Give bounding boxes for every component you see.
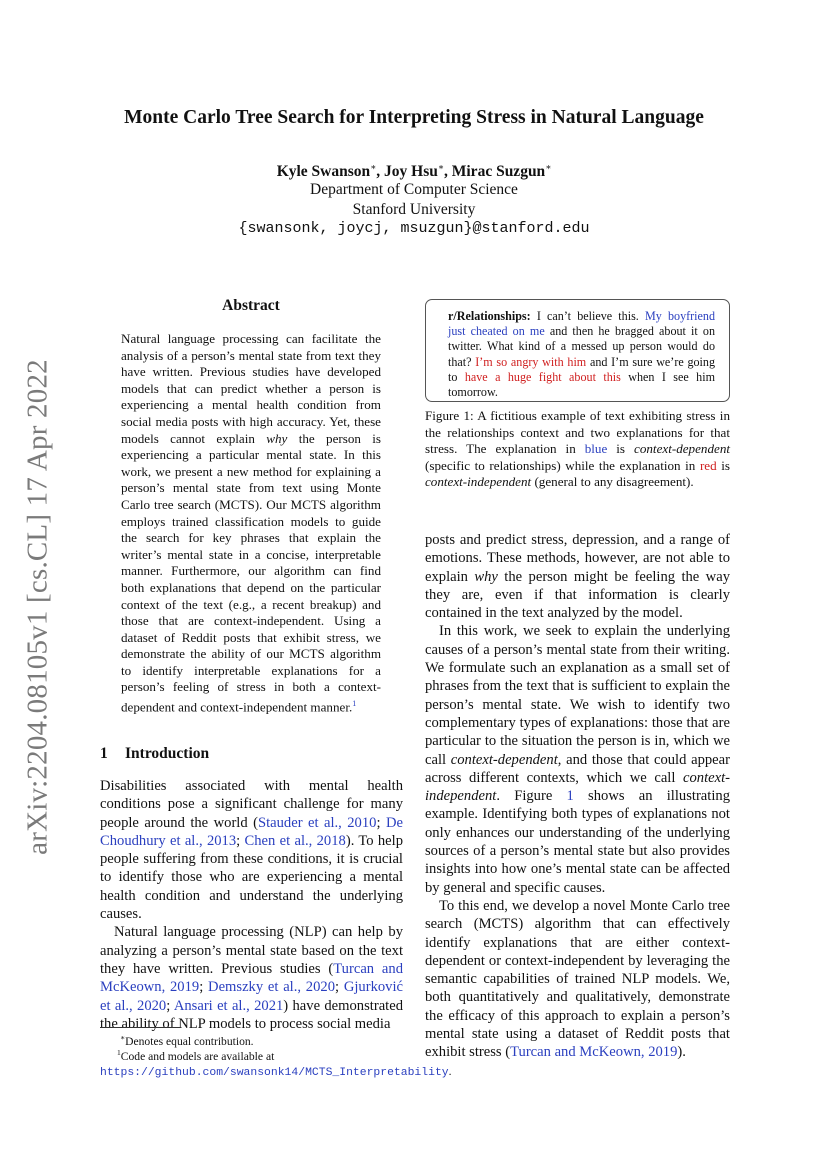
paragraph-text: shows an illustrating example. Identifying both types of explanations not only enhances our understanding of the underlying sources of a person’s mental state but also provides insights into how one’s mental state can be affected by general and specific causes. bbox=[425, 788, 730, 896]
paragraph bbox=[425, 531, 730, 622]
paragraph: Natural language processing (NLP) can help by analyzing a person’s mental state based on the text they have written. Previous studies (Turcan and McKeown, 2019; Demszky et al., 2020; Gjurković et al., 2020; Ansari et al., 2021) have demonstrated the ability of NLP models to process social media bbox=[100, 924, 404, 1032]
example-text: I can’t believe this. bbox=[530, 309, 645, 323]
paragraph: Disabilities associated with mental health conditions pose a significant challenge for many people around the world (Stauder et al., 2010; De Choudhury et al., 2013; Chen et al., 2018). To help people suffering from these conditions, it is crucial to identify those who are experiencing a mental health condition and understand the underlying causes. bbox=[100, 778, 404, 923]
equal-contribution-mark: ∗ bbox=[545, 162, 552, 172]
author-name: Joy Hsu bbox=[384, 163, 438, 181]
paragraph-emphasis: context-dependent bbox=[450, 751, 558, 768]
caption-text: is bbox=[716, 457, 730, 473]
code-repository-link[interactable]: https://github.com/swansonk14/MCTS_Interpretability bbox=[100, 1066, 449, 1079]
example-text: and I’m sure we’re going to bbox=[448, 354, 715, 384]
paragraph bbox=[425, 622, 730, 896]
abstract-emphasis: why bbox=[266, 430, 288, 446]
caption-text: is bbox=[607, 441, 635, 457]
footnote-ref[interactable]: 1 bbox=[352, 699, 357, 709]
author-list bbox=[0, 162, 828, 181]
paragraph-text: Natural language processing (NLP) can help by analyzing a person’s mental state based on the text they have written. Previous studies ( bbox=[100, 924, 403, 977]
left-column-body bbox=[100, 777, 403, 1033]
context-independent-highlight: I’m so angry with him bbox=[475, 354, 587, 369]
paragraph-text: To this end, we develop a novel Monte Carlo tree search (MCTS) algorithm that can effectively identify explanations that are either context-dependent or context-independent by leveraging the semantic capabilities of trained NLP models. We, both quantitatively and qualitatively, demonstrate the efficacy of this approach to explain a person’s mental state using a dataset of Reddit posts that exhibit stress ( bbox=[425, 897, 730, 1061]
citation-link[interactable]: Chen et al., 2018 bbox=[244, 832, 346, 849]
section-number: 1 bbox=[100, 745, 108, 762]
paragraph-text: In this work, we seek to explain the underlying causes of a person’s mental state from their writing. We formulate such an explanation as a small set of phrases from the text that is sufficient to explain the person’s mental state. We wish to identify two complementary types of explanations: those that are particular to the situation the person is in, which we call bbox=[425, 623, 730, 768]
example-text: when I see him tomorrow. bbox=[448, 369, 715, 400]
footnote-mark: ∗ bbox=[120, 1033, 126, 1042]
figure-reference-link[interactable]: 1 bbox=[566, 788, 574, 805]
paragraph-text: ). To help people suffering from these conditions, it is crucial to identify those who are experiencing a mental health condition and understand the underlying causes. bbox=[100, 832, 404, 923]
context-independent-highlight: have a huge fight about this bbox=[464, 369, 621, 384]
footnote-text: Denotes equal contribution. bbox=[125, 1034, 254, 1048]
arxiv-sidebar bbox=[18, 359, 58, 855]
paragraph-text: Disabilities associated with mental health conditions pose a significant challenge for many people around the world ( bbox=[100, 778, 403, 831]
author-university: Stanford University bbox=[352, 201, 476, 218]
author-department: Department of Computer Science bbox=[310, 181, 518, 198]
citation-link[interactable]: Demszky et al., 2020 bbox=[208, 979, 335, 996]
citation-link[interactable]: Stauder et al., 2010 bbox=[257, 814, 377, 831]
caption-emphasis: context-dependent bbox=[634, 441, 731, 457]
abstract-body bbox=[121, 331, 381, 716]
footnote-text: . bbox=[448, 1064, 452, 1078]
citation-link[interactable]: Gjurković et al., 2020 bbox=[100, 979, 404, 1014]
section-heading-introduction bbox=[100, 745, 209, 763]
right-column-body bbox=[425, 531, 730, 1062]
paragraph-text: the person might be feeling the way they are, even if that information is clearly contained in the text analyzed by the model. bbox=[425, 568, 731, 622]
footnote-code bbox=[100, 1046, 452, 1080]
abstract-heading: Abstract bbox=[222, 297, 280, 314]
caption-blue-word: blue bbox=[584, 441, 608, 457]
caption-emphasis: context-independent bbox=[425, 474, 532, 490]
author-separator: , bbox=[376, 163, 385, 181]
citation-link[interactable]: Turcan and McKeown, 2019 bbox=[510, 1044, 678, 1061]
author-emails: {swansonk, joycj, msuzgun}@stanford.edu bbox=[238, 220, 590, 237]
author-name: Mirac Suzgun bbox=[451, 163, 546, 181]
paragraph bbox=[425, 897, 730, 1062]
paper-title: Monte Carlo Tree Search for Interpreting Stress in Natural Language bbox=[124, 107, 704, 128]
paragraph-text: . Figure bbox=[496, 788, 567, 805]
caption-text: (specific to relationships) while the explanation in bbox=[425, 457, 700, 473]
equal-contribution-mark: ∗ bbox=[437, 162, 444, 172]
arxiv-identifier: arXiv:2204.08105v1 [cs.CL] 17 Apr 2022 bbox=[21, 359, 54, 855]
paragraph-text: , and those that could appear across different contexts, which we call bbox=[425, 751, 730, 786]
paragraph-emphasis: why bbox=[474, 568, 498, 585]
caption-text: (general to any disagreement). bbox=[531, 474, 694, 490]
context-dependent-highlight: My boyfriend just cheated on me bbox=[448, 309, 716, 339]
example-text: and then he bragged about it on twitter. What kind of a messed up person would do that? bbox=[448, 324, 715, 369]
paragraph-text: ) have demonstrated the ability of NLP models to process social media bbox=[100, 997, 403, 1032]
subreddit-label: r/Relationships: bbox=[448, 309, 531, 323]
abstract-text: the person is experiencing a particular mental state. In this work, we present a new method for explaining a person’s mental state from text using Monte Carlo tree search (MCTS). Our MCTS algorithm employs trained classification models to guide the search for key phrases that explain the writer’s mental state in a concise, interpretable manner. Furthermore, our algorithm can find both explanations that depend on the particular context of the text (e.g., a recent breakup) and those that are context-independent. Using a dataset of Reddit posts that exhibit stress, we demonstrate the ability of our MCTS algorithm to identify interpretable explanations for a person’s feeling of stress in both a context-dependent and context-independent manner. bbox=[121, 430, 381, 715]
author-separator: , bbox=[444, 163, 452, 181]
footnote-mark: 1 bbox=[117, 1048, 121, 1057]
caption-red-word: red bbox=[699, 457, 717, 473]
figure-1-caption bbox=[425, 408, 730, 491]
footnote-text: Code and models are available at bbox=[120, 1049, 275, 1063]
abstract-text: Natural language processing can facilitate the analysis of a person’s mental state from text they have written. Previous studies have developed models that can predict whether a person is experiencing a mental health condition from social media posts with high accuracy. Yet, these models cannot explain bbox=[121, 331, 381, 446]
footnote-rule bbox=[100, 1027, 181, 1028]
citation-link[interactable]: De Choudhury et al., 2013 bbox=[100, 814, 403, 849]
section-title: Introduction bbox=[125, 745, 210, 762]
citation-link[interactable]: Turcan and McKeown, 2019 bbox=[100, 960, 403, 996]
caption-text: Figure 1: A fictitious example of text exhibiting stress in the relationships context and two explanations for that stress. The explanation in bbox=[425, 408, 730, 457]
equal-contribution-mark: ∗ bbox=[370, 162, 377, 172]
paragraph-text: ). bbox=[677, 1044, 686, 1061]
paragraph-emphasis: context-independent bbox=[425, 769, 730, 805]
figure-1-example-box bbox=[425, 299, 730, 402]
citation-link[interactable]: Ansari et al., 2021 bbox=[173, 997, 284, 1014]
paragraph-text: posts and predict stress, depression, and a range of emotions. These methods, however, are not able to explain bbox=[425, 532, 730, 585]
author-name: Kyle Swanson bbox=[276, 163, 371, 181]
